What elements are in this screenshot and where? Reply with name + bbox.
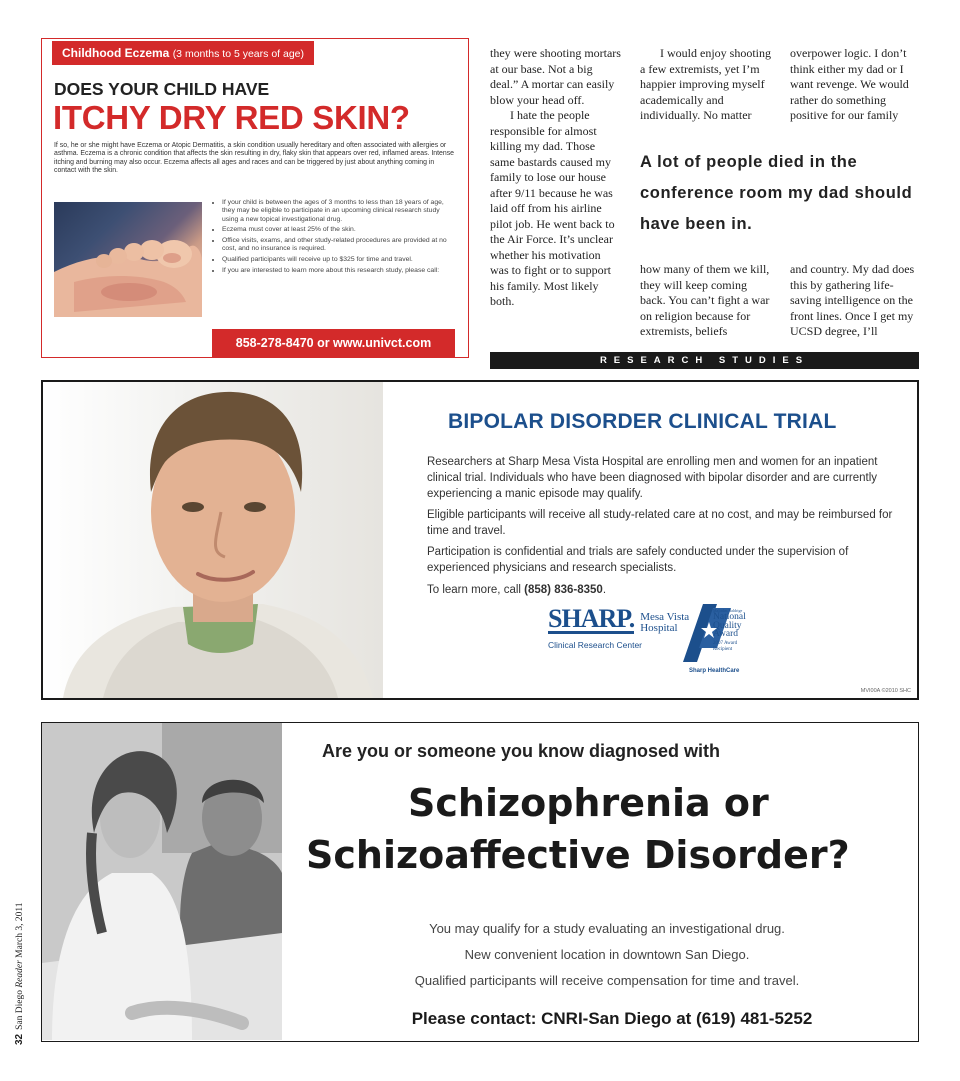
publication-name-italic: Reader bbox=[15, 960, 25, 988]
eczema-ad-headline: ITCHY DRY RED SKIN? bbox=[53, 99, 410, 136]
schizo-ad-question: Are you or someone you know diagnosed with bbox=[322, 741, 721, 761]
eczema-ad-tag-label: Childhood Eczema bbox=[62, 46, 170, 60]
bipolar-ad-paragraph: Eligible participants will receive all study-related care at no cost, and may be reimbursed for time and travel. bbox=[427, 509, 893, 537]
bipolar-trial-ad bbox=[41, 380, 919, 700]
award-line: Award bbox=[713, 629, 738, 639]
page-folio bbox=[14, 903, 25, 1045]
phone-number: (858) 836-8350 bbox=[524, 584, 603, 596]
call-suffix: . bbox=[602, 584, 607, 596]
schizo-ad-headline-2: Schizoaffective Disorder? bbox=[306, 833, 850, 877]
ad-footer-code: MVI00A ©2010 SHC bbox=[860, 688, 911, 694]
couple-photo bbox=[42, 723, 282, 1040]
eczema-ad-bullets bbox=[212, 199, 456, 278]
award-line: Quality bbox=[713, 620, 742, 631]
hospital-name-line: Hospital bbox=[640, 622, 678, 634]
list-item: • Eczema must cover at least 25% of the skin. bbox=[222, 226, 456, 234]
schizo-ad-line: New convenient location in downtown San Diego. bbox=[464, 947, 750, 962]
article-paragraph: they were shooting mortars at our base. Not a big deal.” A mortar can easily blow your head off. bbox=[490, 46, 621, 107]
portrait-illustration bbox=[43, 382, 383, 698]
list-item: • Office visits, exams, and other study-related procedures are provided at no cost, and no insurance is required. bbox=[222, 237, 456, 254]
eczema-ad-tag-note: (3 months to 5 years of age) bbox=[172, 48, 305, 60]
award-text bbox=[713, 608, 746, 653]
bipolar-ad-paragraph: Participation is confidential and trials are safely conducted under the supervision of experienced physicians and research specialists. bbox=[427, 546, 849, 574]
hospital-name bbox=[640, 612, 689, 634]
article-column-1 bbox=[490, 46, 622, 310]
list-item: • If your child is between the ages of 3 months to less than 18 years of age, they may be eligible to participate in an upcoming clinical research study using a new topical investigational drug. bbox=[222, 199, 456, 224]
couple-illustration bbox=[42, 723, 282, 1040]
eczema-foot-photo bbox=[54, 202, 202, 317]
article-column-2-top bbox=[640, 46, 772, 124]
article-paragraph: how many of them we kill, they will keep coming back. You can’t fight a war on religion because for extremists, beliefs bbox=[640, 262, 770, 338]
schizophrenia-study-ad bbox=[41, 722, 919, 1042]
logo-subtitle: Clinical Research Center bbox=[548, 640, 643, 650]
schizo-ad-line: You may qualify for a study evaluating an investigational drug. bbox=[429, 921, 785, 936]
publication-date: March 3, 2011 bbox=[15, 902, 25, 961]
list-item: • If you are interested to learn more about this research study, please call: bbox=[222, 267, 456, 275]
award-year: 2007 Award bbox=[713, 640, 738, 646]
foot-photo-illustration bbox=[54, 202, 202, 317]
article-paragraph: and country. My dad does this by gathering life-saving intelligence on the front lines. Once I get my UCSD degree, I’ll bbox=[790, 262, 915, 338]
award-line: National bbox=[713, 612, 746, 622]
article-paragraph: overpower logic. I don’t think either my dad or I want revenge. We would rather do something positive for our family bbox=[790, 46, 909, 122]
award-line: Malcolm Baldrige bbox=[713, 608, 743, 613]
award-org: Sharp HealthCare bbox=[689, 668, 740, 674]
publication-name: San Diego bbox=[15, 987, 25, 1030]
article-column-2-bottom bbox=[640, 262, 772, 340]
bipolar-ad-paragraph: Researchers at Sharp Mesa Vista Hospital are enrolling men and women for an inpatient clinical trial. Individuals who have been diagnosed with bipolar disorder and are currently experiencing a manic episode may qualify. bbox=[427, 456, 878, 500]
eczema-ad bbox=[41, 38, 469, 358]
schizo-ad-contact: Please contact: CNRI-San Diego at (619) 481-5252 bbox=[411, 1009, 813, 1028]
hospital-name-line: Mesa Vista bbox=[640, 611, 690, 623]
eczema-ad-tag bbox=[52, 41, 314, 65]
call-prefix: To learn more, call bbox=[427, 584, 525, 596]
schizo-ad-headline-1: Schizophrenia or bbox=[408, 781, 769, 825]
eczema-ad-intro: If so, he or she might have Eczema or Atopic Dermatitis, a skin condition usually hereditary and often associated with allergies or asthma. Eczema is a chronic condition that affects the skin resulting in dry, flaky skin that appears over red, inflamed areas. Intense itching and burning may also occur. Eczema affects all ages and races and can be triggered by just about anything coming in contact with the skin. bbox=[54, 142, 454, 175]
article-column-3-top bbox=[790, 46, 922, 124]
article-paragraph: I would enjoy shooting a few extremists, yet I’m happier improving myself academically and individually. No matter bbox=[640, 46, 771, 122]
bipolar-ad-call bbox=[427, 582, 897, 598]
quality-award-badge bbox=[683, 604, 783, 676]
award-recipient: Recipient bbox=[713, 646, 733, 652]
schizo-ad-line: Qualified participants will receive compensation for time and travel. bbox=[414, 973, 800, 988]
sharp-wordmark: SHARP. bbox=[548, 604, 635, 633]
man-portrait-photo bbox=[43, 382, 383, 698]
list-item: • Qualified participants will receive up to $325 for time and travel. bbox=[222, 256, 456, 264]
bipolar-ad-headline: BIPOLAR DISORDER CLINICAL TRIAL bbox=[448, 410, 837, 433]
sharp-mesa-vista-logo bbox=[548, 604, 690, 650]
page-number: 32 bbox=[14, 1033, 25, 1045]
eczema-ad-contact: 858-278-8470 or www.univct.com bbox=[212, 329, 455, 357]
article-column-3-bottom bbox=[790, 262, 922, 340]
eczema-ad-question: DOES YOUR CHILD HAVE bbox=[54, 79, 270, 99]
pull-quote: A lot of people died in the conference room my dad should have been in. bbox=[640, 153, 913, 233]
section-label-bar: RESEARCH STUDIES bbox=[490, 352, 919, 369]
article-paragraph: I hate the people responsible for almost killing my dad. Those same bastards caused my family to lose our house after 9/11 because he was laid off from his airline pilot job. He went back to the Air Force. It’s unclear whether his motivation was to fight or to support his family. Most likely both. bbox=[490, 108, 615, 308]
